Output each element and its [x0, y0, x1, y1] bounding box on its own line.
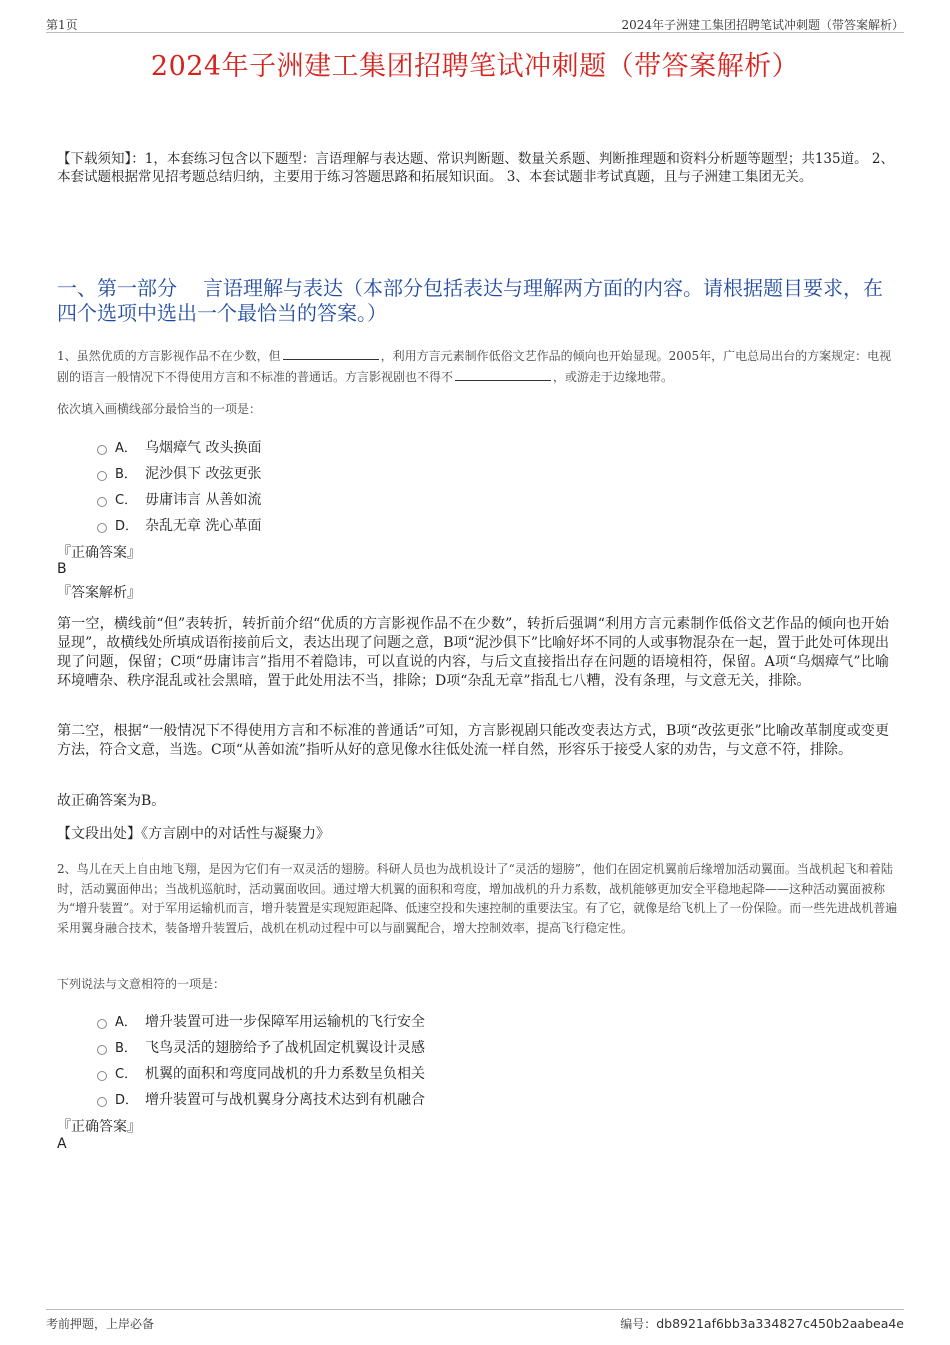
q1-analysis-paragraph-2: 第二空，根据“一般情况下不得使用方言和不标准的普通话”可知，方言影视剧只能改变表达方式，B项“改弦更张”比喻改革制度或变更方法，符合文意，当选。C项“从善如流”指听从好的意见像水往低处流一样自然，形容乐于接受人家的劝告，与文意不符，排除。	[57, 723, 889, 758]
section-description: 言语理解与表达（本部分包括表达与理解两方面的内容。请根据题目要求，在四个选项中选出一个最恰当的答案。）	[57, 276, 883, 325]
page-header	[46, 14, 904, 33]
q1-source: 【文段出处】《方言剧中的对话性与凝聚力》	[57, 826, 330, 842]
radio-icon[interactable]	[97, 1045, 107, 1055]
question-1-prompt: 依次填入画横线部分最恰当的一项是：	[57, 402, 262, 416]
section-name: 一、第一部分	[57, 276, 177, 300]
q1-option-c[interactable]: C． 毋庸讳言 从善如流	[97, 489, 261, 509]
q1-option-b[interactable]: B． 泥沙俱下 改弦更张	[97, 463, 261, 483]
q2-option-d[interactable]: D． 增升装置可与战机翼身分离技术达到有机融合	[97, 1089, 425, 1109]
section-heading	[57, 276, 899, 326]
q1-answer: B	[57, 561, 67, 577]
radio-icon[interactable]	[97, 471, 107, 481]
q1-analysis-label: 『答案解析』	[57, 585, 141, 601]
q1-answer-label: 『正确答案』	[57, 545, 141, 561]
q1-option-a[interactable]: A． 乌烟瘴气 改头换面	[97, 437, 261, 457]
radio-icon[interactable]	[97, 1019, 107, 1029]
q1-conclusion: 故正确答案为B。	[57, 793, 166, 809]
q1-analysis-paragraph-1: 第一空，横线前“但”表转折，转折前介绍“优质的方言影视作品不在少数”，转折后强调“利用方言元素制作低俗文艺作品的倾向也开始显现”，故横线处所填成语衔接前后文，表达出现了问题之意，B项“泥沙俱下”比喻好坏不同的人或事物混杂在一起，置于此处可体现出现了问题，保留；C项“毋庸讳言”指用不着隐讳，可以直说的内容，与后文直接指出存在问题的语境相符，保留。A项“乌烟瘴气”比喻环境嘈杂、秩序混乱或社会黑暗，置于此处用法不当，排除；D项“杂乱无章”指乱七八糟，没有条理，与文意无关，排除。	[57, 616, 889, 689]
radio-icon[interactable]	[97, 523, 107, 533]
page-number: 第1页	[46, 18, 78, 32]
footer-slogan: 考前押题，上岸必备	[46, 1317, 155, 1331]
header-doc-title: 2024年子洲建工集团招聘笔试冲刺题（带答案解析）	[621, 18, 904, 32]
fill-blank	[455, 367, 551, 381]
question-1-text: 1、虽然优质的方言影视作品不在少数，但 ，利用方言元素制作低俗文艺作品的倾向也开始显现。2005年，广电总局出台的方案规定：电视剧的语言一般情况下不得使用方言和不标准的普通话。方言影视剧也不得不 ，或游走于边缘地带。	[57, 346, 899, 387]
download-notice: 【下载须知】：1，本套练习包含以下题型：言语理解与表达题、常识判断题、数量关系题、判断推理题和资料分析题等题型；共135道。 2、本套试题根据常见招考题总结归纳，主要用于练习答题思路和拓展知识面。 3、本套试题非考试真题，且与子洲建工集团无关。	[57, 151, 894, 185]
radio-icon[interactable]	[97, 497, 107, 507]
radio-icon[interactable]	[97, 1071, 107, 1081]
radio-icon[interactable]	[97, 1097, 107, 1107]
q2-option-b[interactable]: B． 飞鸟灵活的翅膀给予了战机固定机翼设计灵感	[97, 1037, 425, 1057]
q2-option-a[interactable]: A． 增升装置可进一步保障军用运输机的飞行安全	[97, 1011, 425, 1031]
q2-answer: A	[57, 1136, 67, 1152]
document-title: 2024年子洲建工集团招聘笔试冲刺题（带答案解析）	[150, 51, 800, 82]
q2-answer-label: 『正确答案』	[57, 1119, 141, 1135]
fill-blank	[283, 346, 379, 360]
radio-icon[interactable]	[97, 445, 107, 455]
footer-code: 编号：db8921af6bb3a334827c450b2aabea4e	[620, 1316, 904, 1331]
question-2-prompt: 下列说法与文意相符的一项是：	[57, 977, 226, 991]
page-footer	[46, 1309, 904, 1332]
question-2-text: 2、鸟儿在天上自由地飞翔，是因为它们有一双灵活的翅膀。科研人员也为战机设计了“灵活的翅膀”，他们在固定机翼前后缘增加活动翼面。当战机起飞和着陆时，活动翼面伸出；当战机巡航时，活动翼面收回。通过增大机翼的面积和弯度，增加战机的升力系数，战机能够更加安全平稳地起降——这种活动翼面被称为“增升装置”。对于军用运输机而言，增升装置是实现短距起降、低速空投和失速控制的重要法宝。有了它，就像是给飞机上了一份保险。而一些先进战机普遍采用翼身融合技术，装备增升装置后，战机在机动过程中可以与副翼配合，增大控制效率，提高飞行稳定性。	[57, 862, 898, 935]
q2-option-c[interactable]: C． 机翼的面积和弯度同战机的升力系数呈负相关	[97, 1063, 425, 1083]
q1-option-d[interactable]: D． 杂乱无章 洗心革面	[97, 515, 261, 535]
